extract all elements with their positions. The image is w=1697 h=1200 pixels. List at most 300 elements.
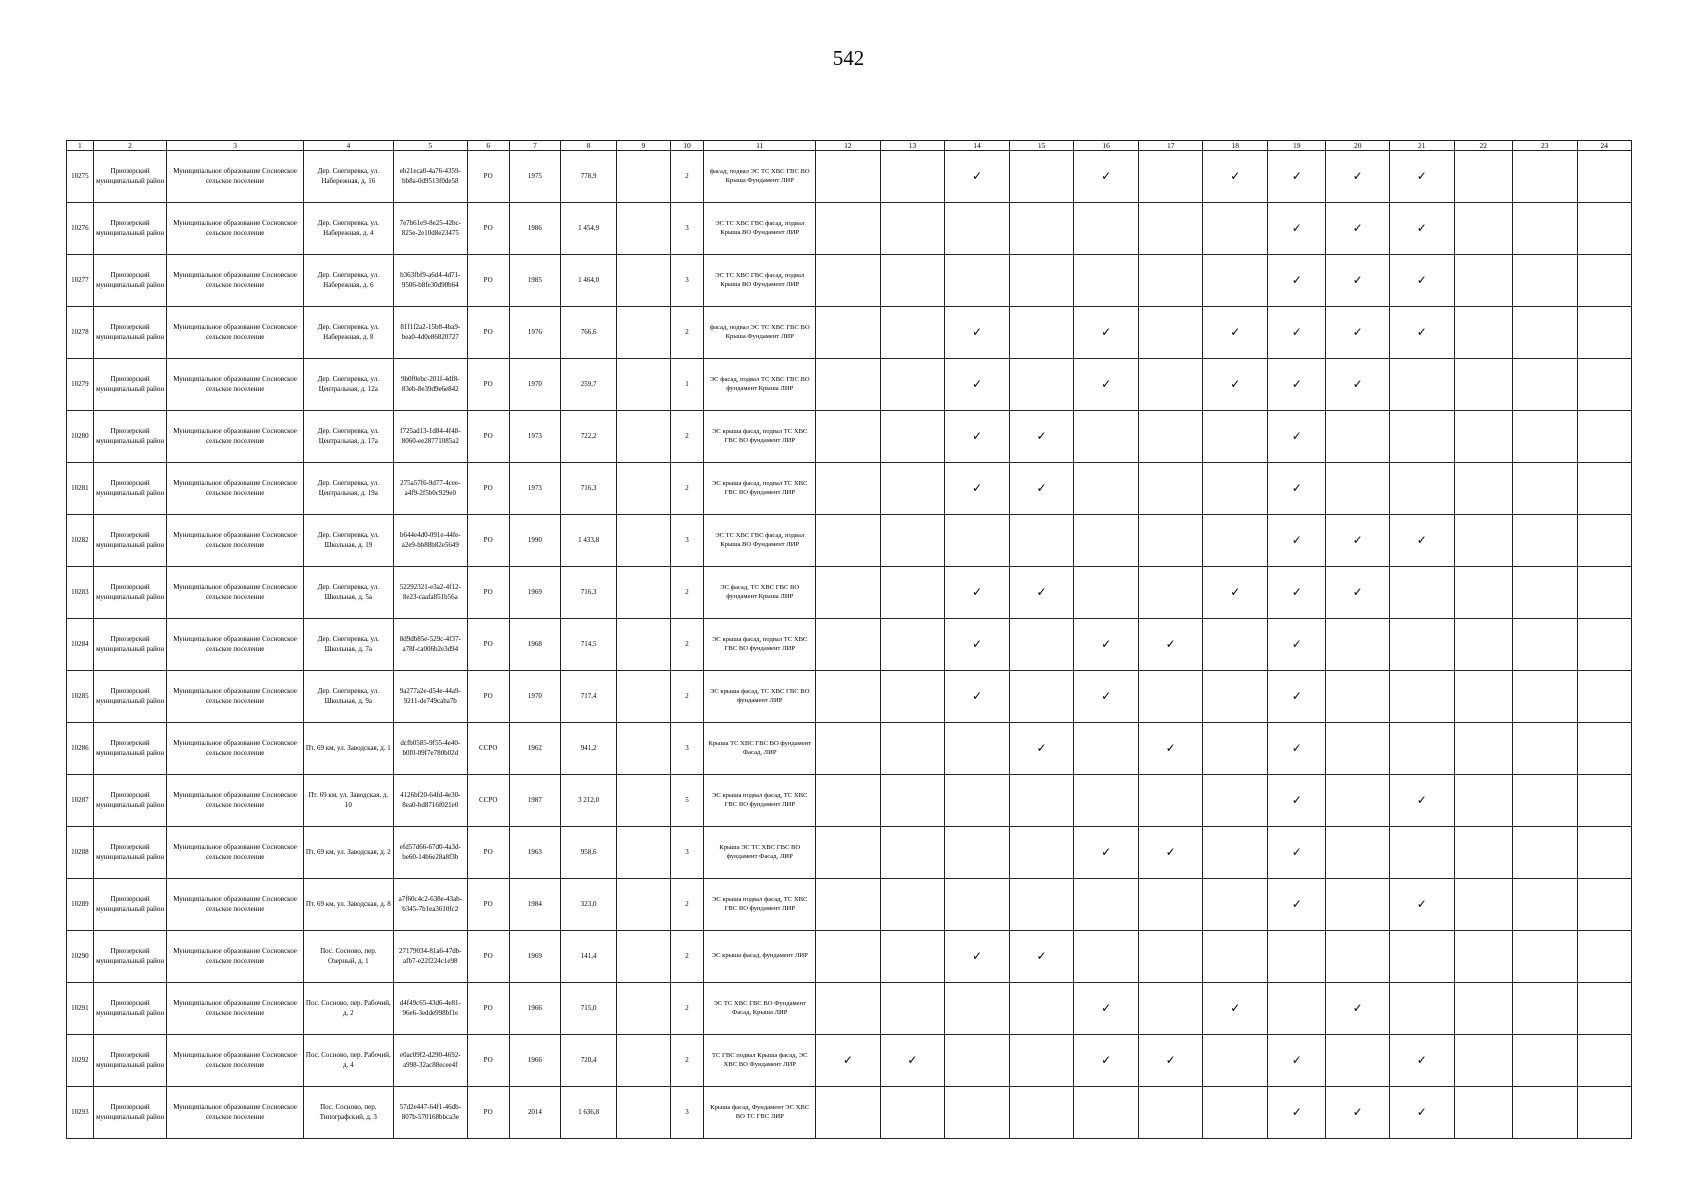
empty-cell [1074,463,1139,515]
empty-cell [816,255,881,307]
column-number-3: 3 [167,141,303,151]
col10-cell: 2 [670,307,704,359]
district-cell: Приозерский муниципальный район [93,983,167,1035]
empty-cell [1454,723,1512,775]
guid-cell: b363fbf9-a6d4-4d71-9506-b8fe30d90b64 [393,255,467,307]
empty-cell [1203,775,1268,827]
check-mark-icon: ✓ [1389,879,1454,931]
empty-cell [880,931,945,983]
empty-cell [1454,775,1512,827]
empty-cell [1454,671,1512,723]
check-mark-icon: ✓ [1268,619,1326,671]
guid-cell: 81f1f2a2-15b8-4ba9-bea0-4d0e86820727 [393,307,467,359]
col9-cell [617,775,670,827]
address-cell: Дер. Снегиревка, ул. Школьная, д. 19 [303,515,393,567]
area-cell: 766,6 [560,307,616,359]
check-mark-icon: ✓ [1389,255,1454,307]
guid-cell: e0ac09f2-d290-4692-a998-32ac88ecee4f [393,1035,467,1087]
address-cell: Пос. Сосново, пер. Типографский, д. 3 [303,1087,393,1139]
row-id: 10286 [67,723,94,775]
type-cell: РО [467,619,509,671]
col10-cell: 2 [670,567,704,619]
empty-cell [1138,307,1203,359]
check-mark-icon: ✓ [1074,983,1139,1035]
check-mark-icon: ✓ [1389,203,1454,255]
works-list-cell: ЭС крыша фасад, подвал ТС ХВС ГВС ВО фундамент ЛИР [704,463,816,515]
year-cell: 1969 [509,931,560,983]
empty-cell [1074,1087,1139,1139]
empty-cell [1577,515,1632,567]
check-mark-icon: ✓ [1009,567,1074,619]
table-row [67,515,1632,567]
empty-cell [945,1035,1010,1087]
empty-cell [1512,203,1577,255]
empty-cell [1512,255,1577,307]
works-list-cell: Крыша фасад, Фундамент ЭС ХВС ВО ТС ГВС ЛИР [704,1087,816,1139]
type-cell: РО [467,931,509,983]
area-cell: 716,3 [560,463,616,515]
empty-cell [1326,411,1390,463]
empty-cell [1138,879,1203,931]
register-table [66,140,1632,1139]
empty-cell [1512,931,1577,983]
empty-cell [880,359,945,411]
empty-cell [1454,1035,1512,1087]
col9-cell [617,203,670,255]
column-number-7: 7 [509,141,560,151]
year-cell: 1973 [509,463,560,515]
check-mark-icon: ✓ [945,307,1010,359]
check-mark-icon: ✓ [945,567,1010,619]
empty-cell [1577,307,1632,359]
empty-cell [1326,1035,1390,1087]
col10-cell: 2 [670,931,704,983]
check-mark-icon: ✓ [1268,1087,1326,1139]
municipality-cell: Муниципальное образование Сосновское сельское поселение [167,931,303,983]
check-mark-icon: ✓ [1074,307,1139,359]
table-row [67,411,1632,463]
year-cell: 1973 [509,411,560,463]
check-mark-icon: ✓ [1268,307,1326,359]
column-number-17: 17 [1138,141,1203,151]
empty-cell [880,411,945,463]
district-cell: Приозерский муниципальный район [93,307,167,359]
empty-cell [816,827,881,879]
table-row [67,775,1632,827]
check-mark-icon: ✓ [1268,723,1326,775]
column-number-2: 2 [93,141,167,151]
year-cell: 1986 [509,203,560,255]
type-cell: РО [467,203,509,255]
empty-cell [1577,411,1632,463]
check-mark-icon: ✓ [1138,619,1203,671]
check-mark-icon: ✓ [1389,151,1454,203]
col10-cell: 3 [670,723,704,775]
year-cell: 1966 [509,1035,560,1087]
column-number-20: 20 [1326,141,1390,151]
empty-cell [1203,411,1268,463]
check-mark-icon: ✓ [1268,411,1326,463]
check-mark-icon: ✓ [1074,671,1139,723]
guid-cell: 7e7b61e9-8e25-42bc-825e-2e10d8e23475 [393,203,467,255]
row-id: 10279 [67,359,94,411]
area-cell: 941,2 [560,723,616,775]
check-mark-icon: ✓ [1268,203,1326,255]
year-cell: 1969 [509,567,560,619]
area-cell: 714,5 [560,619,616,671]
municipality-cell: Муниципальное образование Сосновское сельское поселение [167,879,303,931]
row-id: 10288 [67,827,94,879]
empty-cell [1203,671,1268,723]
row-id: 10287 [67,775,94,827]
check-mark-icon: ✓ [1268,879,1326,931]
table-row [67,827,1632,879]
address-cell: Дер. Снегиревка, ул. Школьная, д. 9а [303,671,393,723]
empty-cell [1454,255,1512,307]
col9-cell [617,463,670,515]
guid-cell: 4126bf20-64fd-4e30-8ea0-bd8716f021e0 [393,775,467,827]
empty-cell [1326,463,1390,515]
col9-cell [617,619,670,671]
empty-cell [1074,723,1139,775]
municipality-cell: Муниципальное образование Сосновское сельское поселение [167,827,303,879]
check-mark-icon: ✓ [1074,827,1139,879]
column-number-23: 23 [1512,141,1577,151]
check-mark-icon: ✓ [1203,359,1268,411]
year-cell: 1962 [509,723,560,775]
empty-cell [1577,671,1632,723]
col10-cell: 2 [670,463,704,515]
empty-cell [880,567,945,619]
works-list-cell: Крыша ЭС ТС ХВС ГВС ВО фундамент Фасад, ЛИР [704,827,816,879]
check-mark-icon: ✓ [945,931,1010,983]
empty-cell [1326,723,1390,775]
address-cell: Пос. Сосново, пер. Рабочий, д. 4 [303,1035,393,1087]
empty-cell [1512,983,1577,1035]
column-number-14: 14 [945,141,1010,151]
municipality-cell: Муниципальное образование Сосновское сельское поселение [167,723,303,775]
district-cell: Приозерский муниципальный район [93,775,167,827]
col9-cell [617,307,670,359]
empty-cell [945,515,1010,567]
guid-cell: 8d9db85e-529c-4f37-a78f-ca006b2e3d94 [393,619,467,671]
empty-cell [880,515,945,567]
column-number-1: 1 [67,141,94,151]
check-mark-icon: ✓ [1138,1035,1203,1087]
empty-cell [880,203,945,255]
check-mark-icon: ✓ [1268,567,1326,619]
check-mark-icon: ✓ [1268,463,1326,515]
row-id: 10292 [67,1035,94,1087]
table-row [67,567,1632,619]
year-cell: 1984 [509,879,560,931]
check-mark-icon: ✓ [1268,827,1326,879]
district-cell: Приозерский муниципальный район [93,723,167,775]
empty-cell [1454,619,1512,671]
municipality-cell: Муниципальное образование Сосновское сельское поселение [167,307,303,359]
empty-cell [880,983,945,1035]
check-mark-icon: ✓ [1389,1035,1454,1087]
empty-cell [1326,879,1390,931]
empty-cell [1009,151,1074,203]
check-mark-icon: ✓ [1326,515,1390,567]
empty-cell [945,879,1010,931]
table-row [67,671,1632,723]
year-cell: 1975 [509,151,560,203]
type-cell: РО [467,359,509,411]
type-cell: РО [467,827,509,879]
area-cell: 722,2 [560,411,616,463]
empty-cell [1268,983,1326,1035]
district-cell: Приозерский муниципальный район [93,619,167,671]
empty-cell [1454,931,1512,983]
district-cell: Приозерский муниципальный район [93,359,167,411]
district-cell: Приозерский муниципальный район [93,1035,167,1087]
type-cell: ССРО [467,723,509,775]
empty-cell [1577,619,1632,671]
type-cell: РО [467,671,509,723]
check-mark-icon: ✓ [1268,775,1326,827]
address-cell: Пос. Сосново, пер. Рабочий, д. 2 [303,983,393,1035]
empty-cell [1009,1087,1074,1139]
type-cell: РО [467,411,509,463]
empty-cell [1454,359,1512,411]
empty-cell [816,151,881,203]
empty-cell [1074,567,1139,619]
check-mark-icon: ✓ [1009,723,1074,775]
check-mark-icon: ✓ [1138,723,1203,775]
check-mark-icon: ✓ [1389,515,1454,567]
check-mark-icon: ✓ [1268,151,1326,203]
col9-cell [617,151,670,203]
area-cell: 715,0 [560,983,616,1035]
works-list-cell: ЭС крыша подвал фасад, ТС ХВС ГВС ВО фундамент ЛИР [704,775,816,827]
municipality-cell: Муниципальное образование Сосновское сельское поселение [167,619,303,671]
address-cell: Пт. 69 км, ул. Заводская, д. 8 [303,879,393,931]
check-mark-icon: ✓ [1326,359,1390,411]
address-cell: Дер. Снегиревка, ул. Школьная, д. 7а [303,619,393,671]
col10-cell: 2 [670,151,704,203]
district-cell: Приозерский муниципальный район [93,671,167,723]
col9-cell [617,567,670,619]
empty-cell [1577,775,1632,827]
guid-cell: 9b0f0ebc-201f-4df8-83eb-8e39d9e6e842 [393,359,467,411]
empty-cell [945,255,1010,307]
empty-cell [816,671,881,723]
area-cell: 1 454,9 [560,203,616,255]
empty-cell [816,567,881,619]
empty-cell [1326,671,1390,723]
empty-cell [1009,359,1074,411]
address-cell: Пт. 69 км, ул. Заводская, д. 1 [303,723,393,775]
empty-cell [1009,1035,1074,1087]
column-number-12: 12 [816,141,881,151]
check-mark-icon: ✓ [1326,151,1390,203]
area-cell: 1 636,8 [560,1087,616,1139]
type-cell: РО [467,879,509,931]
area-cell: 958,6 [560,827,616,879]
row-id: 10277 [67,255,94,307]
empty-cell [1009,775,1074,827]
works-list-cell: фасад, подвал ЭС ТС ХВС ГВС ВО Крыша Фундамент ЛИР [704,151,816,203]
check-mark-icon: ✓ [1074,359,1139,411]
col9-cell [617,255,670,307]
empty-cell [1009,515,1074,567]
works-list-cell: ЭС крыша фасад, ТС ХВС ГВС ВО фундамент ЛИР [704,671,816,723]
column-number-15: 15 [1009,141,1074,151]
area-cell: 323,0 [560,879,616,931]
empty-cell [1074,879,1139,931]
check-mark-icon: ✓ [1009,463,1074,515]
check-mark-icon: ✓ [1326,203,1390,255]
empty-cell [1009,307,1074,359]
col10-cell: 3 [670,1087,704,1139]
address-cell: Дер. Снегиревка, ул. Школьная, д. 5а [303,567,393,619]
empty-cell [1454,307,1512,359]
district-cell: Приозерский муниципальный район [93,515,167,567]
check-mark-icon: ✓ [945,359,1010,411]
district-cell: Приозерский муниципальный район [93,879,167,931]
district-cell: Приозерский муниципальный район [93,203,167,255]
empty-cell [945,775,1010,827]
row-id: 10282 [67,515,94,567]
empty-cell [1577,1035,1632,1087]
district-cell: Приозерский муниципальный район [93,827,167,879]
check-mark-icon: ✓ [1268,359,1326,411]
check-mark-icon: ✓ [1326,1087,1390,1139]
works-list-cell: ТС ГВС подвал Крыша фасад, ЭС ХВС ВО Фундамент ЛИР [704,1035,816,1087]
column-number-22: 22 [1454,141,1512,151]
empty-cell [1454,463,1512,515]
row-id: 10293 [67,1087,94,1139]
empty-cell [1138,411,1203,463]
empty-cell [1577,203,1632,255]
table-row [67,983,1632,1035]
empty-cell [1389,931,1454,983]
row-id: 10276 [67,203,94,255]
col9-cell [617,879,670,931]
empty-cell [1268,931,1326,983]
empty-cell [945,723,1010,775]
col9-cell [617,671,670,723]
empty-cell [1009,983,1074,1035]
empty-cell [1203,463,1268,515]
municipality-cell: Муниципальное образование Сосновское сельское поселение [167,567,303,619]
municipality-cell: Муниципальное образование Сосновское сельское поселение [167,775,303,827]
works-list-cell: ЭС ТС ХВС ГВС фасад, подвал Крыша ВО Фундамент ЛИР [704,515,816,567]
empty-cell [1138,203,1203,255]
check-mark-icon: ✓ [1268,515,1326,567]
check-mark-icon: ✓ [1074,1035,1139,1087]
column-number-19: 19 [1268,141,1326,151]
empty-cell [1138,775,1203,827]
year-cell: 1976 [509,307,560,359]
empty-cell [1389,411,1454,463]
row-id: 10285 [67,671,94,723]
empty-cell [1009,879,1074,931]
empty-cell [816,983,881,1035]
address-cell: Дер. Снегиревка, ул. Центральная, д. 17а [303,411,393,463]
area-cell: 259,7 [560,359,616,411]
empty-cell [1203,879,1268,931]
check-mark-icon: ✓ [1203,983,1268,1035]
table-row [67,619,1632,671]
year-cell: 1970 [509,359,560,411]
empty-cell [816,723,881,775]
empty-cell [1577,255,1632,307]
municipality-cell: Муниципальное образование Сосновское сельское поселение [167,255,303,307]
empty-cell [880,307,945,359]
check-mark-icon: ✓ [1268,1035,1326,1087]
check-mark-icon: ✓ [1326,307,1390,359]
empty-cell [1512,1087,1577,1139]
empty-cell [1074,203,1139,255]
empty-cell [1512,671,1577,723]
empty-cell [1138,671,1203,723]
empty-cell [1009,203,1074,255]
empty-cell [1577,723,1632,775]
district-cell: Приозерский муниципальный район [93,1087,167,1139]
empty-cell [1389,723,1454,775]
works-list-cell: ЭС крыша подвал фасад, ТС ХВС ГВС ВО фундамент ЛИР [704,879,816,931]
empty-cell [1454,203,1512,255]
check-mark-icon: ✓ [1326,983,1390,1035]
check-mark-icon: ✓ [1009,411,1074,463]
empty-cell [1389,827,1454,879]
works-list-cell: Крыша ТС ХВС ГВС ВО фундамент Фасад, ЛИР [704,723,816,775]
empty-cell [1577,151,1632,203]
check-mark-icon: ✓ [880,1035,945,1087]
empty-cell [880,879,945,931]
empty-cell [1512,723,1577,775]
guid-cell: a7f60c4c2-638e-43ab-b345-7b1ea3610fc2 [393,879,467,931]
empty-cell [1454,827,1512,879]
empty-cell [1577,359,1632,411]
empty-cell [1577,879,1632,931]
empty-cell [1203,931,1268,983]
empty-cell [1009,671,1074,723]
empty-cell [1138,255,1203,307]
col10-cell: 3 [670,515,704,567]
empty-cell [880,463,945,515]
table-row [67,307,1632,359]
column-number-18: 18 [1203,141,1268,151]
empty-cell [880,1087,945,1139]
table-row [67,879,1632,931]
check-mark-icon: ✓ [1074,151,1139,203]
check-mark-icon: ✓ [945,619,1010,671]
empty-cell [816,1087,881,1139]
guid-cell: f725ad13-1d84-4f48-8060-ee28771085a2 [393,411,467,463]
page-number: 542 [832,46,865,70]
empty-cell [1454,567,1512,619]
empty-cell [1512,515,1577,567]
empty-cell [1138,515,1203,567]
municipality-cell: Муниципальное образование Сосновское сельское поселение [167,671,303,723]
empty-cell [1512,879,1577,931]
guid-cell: 27179034-81a6-47db-afb7-e22f224c1e98 [393,931,467,983]
empty-cell [1512,827,1577,879]
col10-cell: 3 [670,203,704,255]
col9-cell [617,1087,670,1139]
table-row [67,463,1632,515]
col9-cell [617,411,670,463]
empty-cell [1074,515,1139,567]
check-mark-icon: ✓ [1268,671,1326,723]
empty-cell [1326,775,1390,827]
col10-cell: 2 [670,879,704,931]
empty-cell [1074,775,1139,827]
